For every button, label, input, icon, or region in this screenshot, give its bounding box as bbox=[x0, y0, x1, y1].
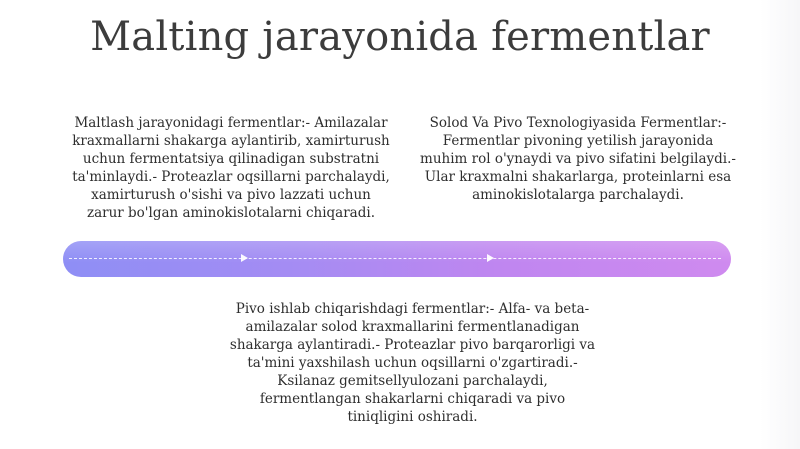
text-block-solod-pivo: Solod Va Pivo Texnologiyasida Fermentlar:- Fermentlar pivoning yetilish jarayonida muhim rol o'ynaydi va pivo sifatini belgilaydi.- Ular kraxmalni shakarlarga, proteinlarni esa aminokislotalarga parchalaydi. bbox=[420, 115, 736, 203]
arrow-right-icon bbox=[487, 254, 494, 262]
text-block-maltlash: Maltlash jarayonidagi fermentlar:- Amilazalar kraxmallarni shakarga aylantirib, xamirturush uchun fermentatsiya qilinadigan substratni ta'minlaydi.- Proteazlar oqsillarni parchalaydi, xamirturush o'sishi va pivo lazzati uchun zarur bo'lgan aminokislotalarni chiqaradi. bbox=[72, 115, 390, 221]
text-block-pivo-ishlab: Pivo ishlab chiqarishdagi fermentlar:- Alfa- va beta-amilazalar solod kraxmallarini fermentlanadigan shakarga aylantiradi.- Proteazlar pivo barqarorligi va ta'mini yaxshilash uchun oqsillarni o'zgartiradi.- Ksilanaz gemitsellyulozani parchalaydi, fermentlangan shakarlarni chiqaradi va pivo tiniqligini oshiradi. bbox=[229, 301, 596, 425]
slide-title: Malting jarayonida fermentlar bbox=[90, 14, 710, 60]
timeline-dashed-line bbox=[69, 258, 721, 259]
arrow-right-icon bbox=[241, 254, 248, 262]
timeline-highlight bbox=[63, 241, 731, 277]
slide-edge-shadow bbox=[760, 0, 800, 449]
timeline-bar bbox=[63, 241, 731, 277]
